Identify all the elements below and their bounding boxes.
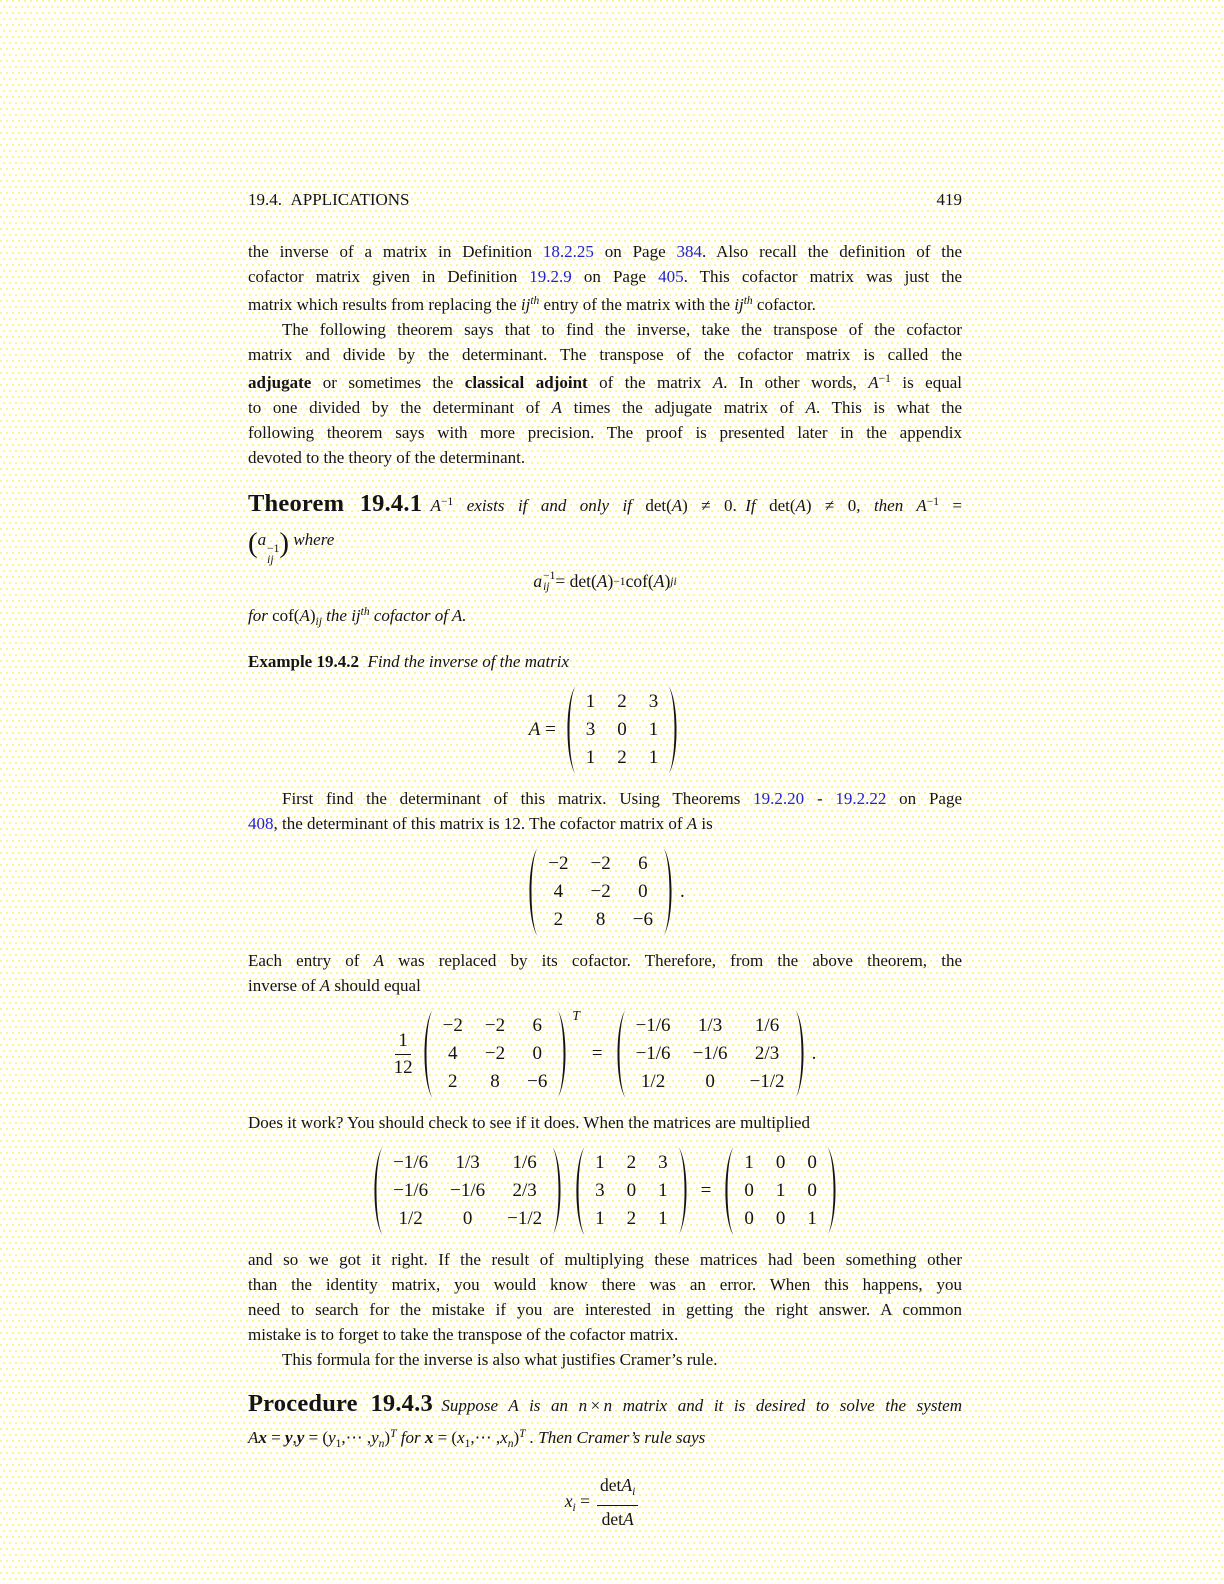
matrix-cell: 1 bbox=[775, 1180, 786, 1201]
text-run: cofactor. bbox=[752, 295, 816, 314]
text-run: th bbox=[530, 295, 540, 307]
text-run: times the adjugate matrix of bbox=[561, 398, 806, 417]
trailing-period: . bbox=[679, 881, 685, 902]
matrix bbox=[370, 1145, 565, 1237]
text-run: n matrix and it is desired to solve the system bbox=[603, 1396, 963, 1415]
text-line bbox=[248, 1247, 962, 1272]
theorem-line3 bbox=[248, 600, 962, 635]
matrix-cell: −6 bbox=[632, 909, 653, 930]
text-line bbox=[248, 1322, 962, 1347]
matrix-A-lhs bbox=[529, 719, 556, 741]
text-run: A bbox=[299, 606, 310, 625]
text-run: ) bbox=[513, 1428, 520, 1447]
text-run: matrix and divide by the determinant. The transpose of the cofactor matrix is called the bbox=[248, 345, 962, 364]
ref-link[interactable]: 19.2.9 bbox=[529, 267, 572, 286]
matrix-grid bbox=[627, 1012, 794, 1096]
text-run: ,⋯ , bbox=[341, 1428, 372, 1447]
text-line bbox=[248, 317, 962, 342]
script-stack bbox=[543, 571, 555, 592]
transpose-superscript: T bbox=[572, 1008, 580, 1023]
text-run: entry of the matrix with the bbox=[539, 295, 735, 314]
theorem-equation bbox=[248, 571, 962, 592]
text-run: = bbox=[540, 719, 556, 740]
matrix-cell: 8 bbox=[490, 1071, 500, 1092]
text-run: A bbox=[596, 571, 608, 591]
script-text: ij bbox=[267, 553, 274, 566]
text-run: x bbox=[424, 1428, 434, 1447]
text-run: −1 bbox=[926, 496, 939, 508]
matrix-cell: 2 bbox=[448, 1071, 458, 1092]
matrix-cell: 1 bbox=[658, 1208, 668, 1229]
text-run: A bbox=[373, 951, 384, 970]
script-text: −1 bbox=[543, 570, 556, 582]
matrix-cell: 0 bbox=[807, 1152, 817, 1173]
text-run: a bbox=[533, 571, 543, 591]
text-run: for bbox=[396, 1428, 425, 1447]
text-run: y bbox=[284, 1428, 293, 1447]
text-run: mistake is to forget to take the transpose of the cofactor matrix. bbox=[248, 1325, 679, 1344]
text-run: 1 bbox=[464, 1438, 471, 1450]
matrix-cell: 0 bbox=[807, 1180, 817, 1201]
ref-link[interactable]: 19.2.22 bbox=[835, 789, 887, 808]
text-run: on Page bbox=[571, 267, 659, 286]
text-run: −1 bbox=[878, 373, 891, 385]
page-header bbox=[248, 189, 962, 211]
matrix-cell: −2 bbox=[590, 881, 611, 902]
paragraph-intro bbox=[248, 239, 962, 317]
matrix-cell: 1 bbox=[807, 1208, 817, 1229]
equals-sign: = bbox=[700, 1180, 712, 1201]
matrix-cell: −1/6 bbox=[393, 1180, 429, 1201]
matrix-cell: 2 bbox=[617, 747, 627, 768]
text-run: where bbox=[289, 530, 335, 549]
text-run: n bbox=[507, 1438, 514, 1450]
theorem-block bbox=[248, 486, 962, 635]
text-run: det bbox=[601, 1509, 623, 1529]
text-line bbox=[248, 1347, 962, 1372]
script-text: ij bbox=[543, 580, 550, 593]
cramers-rule-equation bbox=[248, 1475, 962, 1529]
matrix-cell: 0 bbox=[744, 1180, 754, 1201]
section-heading: 19.4. APPLICATIONS bbox=[248, 190, 410, 209]
text-run: If bbox=[736, 496, 770, 515]
text-run: Each entry of bbox=[248, 951, 374, 970]
ref-link[interactable]: 18.2.25 bbox=[542, 242, 594, 261]
text-run: A bbox=[319, 976, 331, 995]
text-run: ij bbox=[520, 295, 531, 314]
matrix-cell: −2 bbox=[484, 1043, 506, 1064]
fraction-numerator: 1 bbox=[395, 1031, 411, 1055]
ref-link[interactable]: 384 bbox=[676, 242, 702, 261]
procedure-block bbox=[248, 1388, 962, 1457]
text-run: Procedure 19.4.3 bbox=[248, 1390, 433, 1417]
matrix-cell: 3 bbox=[585, 719, 596, 740]
matrix-cell: 1/6 bbox=[512, 1152, 537, 1173]
text-line bbox=[248, 264, 962, 289]
text-run: The following theorem says that to find the inverse, take the transpose of the cofactor bbox=[282, 320, 962, 339]
matrix-cell: 0 bbox=[617, 719, 627, 740]
matrix bbox=[420, 1008, 571, 1100]
text-run: should equal bbox=[330, 976, 421, 995]
matrix-cell: 4 bbox=[553, 881, 564, 902]
text-run: cof( bbox=[625, 571, 654, 591]
matrix-cell: −6 bbox=[527, 1071, 548, 1092]
text-run: A bbox=[712, 373, 724, 392]
text-run: need to search for the mistake if you are interested in getting the right answer. A common bbox=[248, 1300, 962, 1319]
text-run: is equal bbox=[890, 373, 962, 392]
matrix-cell: 1 bbox=[595, 1208, 605, 1229]
matrix-cell: 1 bbox=[658, 1180, 668, 1201]
text-run: inverse of bbox=[248, 976, 320, 995]
left-paren bbox=[370, 1145, 384, 1237]
matrix-cell: 2 bbox=[553, 909, 564, 930]
left-paren bbox=[420, 1008, 434, 1100]
text-line bbox=[248, 420, 962, 445]
cramer-lhs bbox=[565, 1491, 590, 1514]
matrix-cell: 0 bbox=[705, 1071, 715, 1092]
text-run: following theorem says with more precision. The proof is presented later in the appendix bbox=[248, 423, 962, 442]
matrix-cell: 0 bbox=[744, 1208, 754, 1229]
matrix-cell: 1/2 bbox=[398, 1208, 423, 1229]
text-run: A bbox=[671, 496, 683, 515]
text-line bbox=[248, 786, 962, 811]
matrix bbox=[572, 1145, 691, 1237]
text-run: A bbox=[551, 398, 562, 417]
text-run: y bbox=[371, 1428, 379, 1447]
text-run: the inverse of a matrix in Definition bbox=[248, 242, 543, 261]
matrix-cell: −1/6 bbox=[450, 1180, 486, 1201]
matrix-cell: 2 bbox=[626, 1152, 637, 1173]
text-run: cof( bbox=[272, 606, 300, 625]
text-run: , bbox=[292, 1428, 297, 1447]
text-run: was replaced by its cofactor. Therefore, from the above theorem, the bbox=[383, 951, 962, 970]
left-paren bbox=[572, 1145, 586, 1237]
document-page bbox=[248, 0, 962, 1539]
matrix-cell: 6 bbox=[638, 853, 648, 874]
inverse-equation-display bbox=[248, 1008, 962, 1100]
text-run: x bbox=[500, 1428, 508, 1447]
text-run: y bbox=[328, 1428, 336, 1447]
matrix-cell: 1 bbox=[585, 691, 596, 712]
text-run: This formula for the inverse is also what justifies Cramer’s rule. bbox=[282, 1350, 718, 1369]
script-stack bbox=[267, 544, 279, 565]
paragraph-determinant bbox=[248, 786, 962, 836]
matrix-cell: 6 bbox=[532, 1015, 542, 1036]
text-run: x bbox=[564, 1490, 573, 1511]
text-run: cofactor matrix given in Definition bbox=[248, 267, 530, 286]
matrix-cell: 0 bbox=[775, 1152, 786, 1173]
text-line bbox=[248, 342, 962, 367]
text-run: . In other words, bbox=[723, 373, 869, 392]
procedure-line2 bbox=[248, 1422, 962, 1457]
right-paren bbox=[667, 684, 681, 776]
text-line bbox=[248, 948, 962, 973]
matrix-cell: 2/3 bbox=[512, 1180, 537, 1201]
verification-display bbox=[248, 1145, 962, 1237]
text-run: to one divided by the determinant of bbox=[248, 398, 552, 417]
trailing-period: . bbox=[811, 1043, 817, 1064]
text-run: det bbox=[599, 1475, 622, 1495]
example-heading bbox=[248, 649, 962, 674]
matrix-cell: 1/6 bbox=[754, 1015, 780, 1036]
matrix-cell: −1/6 bbox=[692, 1043, 728, 1064]
text-run: a bbox=[257, 530, 267, 549]
ref-link[interactable]: 408 bbox=[248, 814, 274, 833]
matrix-cell: −1/6 bbox=[635, 1043, 671, 1064]
matrix-grid bbox=[577, 688, 668, 772]
matrix-cell: 1 bbox=[585, 747, 596, 768]
cofactor-matrix-display bbox=[248, 846, 962, 938]
matrix-cell: 1/3 bbox=[455, 1152, 480, 1173]
matrix-cell: 2/3 bbox=[754, 1043, 780, 1064]
text-run: i bbox=[632, 1486, 636, 1498]
matrix bbox=[613, 1008, 808, 1100]
text-run: than the identity matrix, you would know there was an error. When this happens, you bbox=[248, 1275, 962, 1294]
text-line bbox=[248, 1272, 962, 1297]
text-run: Find the inverse of the matrix bbox=[358, 652, 570, 671]
text-line bbox=[248, 367, 962, 395]
text-run: T bbox=[519, 1428, 526, 1440]
text-run: classical adjoint bbox=[464, 373, 588, 392]
matrix-cell: 2 bbox=[617, 691, 627, 712]
text-run: x bbox=[457, 1428, 465, 1447]
text-run: cofactor of A. bbox=[369, 606, 467, 625]
matrix-cell: −2 bbox=[442, 1015, 463, 1036]
text-run: A bbox=[621, 1475, 633, 1495]
text-run: of the matrix bbox=[587, 373, 713, 392]
fraction-denominator: 12 bbox=[393, 1056, 413, 1078]
matrix-cell: 1/3 bbox=[697, 1015, 723, 1036]
paragraph-does-it-work bbox=[248, 1110, 962, 1135]
left-paren bbox=[525, 846, 539, 938]
text-line bbox=[248, 1110, 962, 1135]
text-run: - bbox=[804, 789, 836, 808]
matrix-cell: −1/6 bbox=[635, 1015, 671, 1036]
ref-link[interactable]: 405 bbox=[658, 267, 684, 286]
right-paren bbox=[662, 846, 676, 938]
matrix-cell: −1/2 bbox=[507, 1208, 543, 1229]
text-run: −1 bbox=[441, 496, 454, 508]
matrix bbox=[721, 1145, 840, 1237]
text-run: matrix which results from replacing the bbox=[248, 295, 521, 314]
matrix-cell: −2 bbox=[590, 853, 611, 874]
text-run: ) bbox=[309, 606, 316, 625]
left-paren bbox=[613, 1008, 627, 1100]
text-run: ) ≠ 0. bbox=[682, 496, 737, 515]
text-run: Suppose A is an n bbox=[432, 1396, 588, 1415]
text-run: 1 bbox=[335, 1438, 342, 1450]
right-paren bbox=[556, 1008, 570, 1100]
text-run: . Also recall the definition of the bbox=[702, 242, 963, 261]
text-run: and so we got it right. If the result of multiplying these matrices had been something other bbox=[248, 1250, 962, 1269]
text-line bbox=[248, 239, 962, 264]
text-run: , the determinant of this matrix is 12. The cofactor matrix of bbox=[273, 814, 687, 833]
equals-sign: = bbox=[591, 1043, 603, 1064]
text-run: n bbox=[378, 1438, 385, 1450]
text-run: , then A bbox=[856, 496, 927, 515]
text-run: A bbox=[795, 496, 806, 515]
matrix-cell: 1 bbox=[648, 719, 659, 740]
fraction-one-twelfth bbox=[394, 1031, 413, 1078]
cramer-fraction bbox=[597, 1475, 638, 1529]
paragraph-cramers-justify bbox=[248, 1347, 962, 1372]
matrix-cell: 1 bbox=[744, 1152, 754, 1173]
fraction-numerator bbox=[597, 1475, 638, 1506]
text-run: x bbox=[258, 1428, 267, 1447]
paragraph-got-it-right bbox=[248, 1247, 962, 1347]
matrix-cell: 0 bbox=[626, 1180, 637, 1201]
text-line bbox=[248, 445, 962, 470]
right-paren bbox=[794, 1008, 808, 1100]
matrix-grid bbox=[735, 1149, 826, 1233]
text-run: = bbox=[939, 496, 963, 515]
text-run: for bbox=[248, 606, 273, 625]
matrix-cell: 3 bbox=[658, 1152, 668, 1173]
text-run: ij bbox=[734, 295, 744, 314]
right-paren bbox=[551, 1145, 565, 1237]
right-paren bbox=[826, 1145, 840, 1237]
text-run: ,⋯ , bbox=[470, 1428, 501, 1447]
text-run: devoted to the theory of the determinant. bbox=[248, 448, 526, 467]
left-paren bbox=[721, 1145, 735, 1237]
matrix-grid bbox=[586, 1149, 677, 1233]
text-line bbox=[248, 811, 962, 836]
text-run: exists if and only if bbox=[453, 496, 646, 515]
text-run: = det( bbox=[555, 571, 597, 591]
text-run: = bbox=[575, 1490, 590, 1511]
text-run: y bbox=[296, 1428, 305, 1447]
matrix-cell: 3 bbox=[595, 1180, 605, 1201]
text-run: . Then Cramer’s rule says bbox=[525, 1428, 706, 1447]
text-run: is bbox=[697, 814, 713, 833]
text-run: ) bbox=[279, 527, 290, 559]
text-run: A bbox=[248, 1428, 259, 1447]
text-run: ( bbox=[248, 527, 258, 559]
text-run: Example 19.4.2 bbox=[248, 652, 359, 671]
text-run: A bbox=[805, 398, 817, 417]
text-run: Theorem 19.4.1 bbox=[248, 490, 423, 517]
text-line bbox=[248, 395, 962, 420]
text-run: First find the determinant of this matrix. Using Theorems bbox=[282, 789, 754, 808]
matrix-cell: 0 bbox=[462, 1208, 473, 1229]
matrix-grid bbox=[434, 1012, 557, 1096]
text-run: ij bbox=[315, 616, 322, 628]
text-run: . This cofactor matrix was just the bbox=[683, 267, 962, 286]
matrix-cell: 0 bbox=[532, 1043, 542, 1064]
text-run: −1 bbox=[613, 575, 626, 588]
matrix-cell: 0 bbox=[638, 881, 648, 902]
text-line bbox=[248, 1297, 962, 1322]
text-line bbox=[248, 289, 962, 317]
text-run: × bbox=[587, 1396, 604, 1415]
matrix-cell: −2 bbox=[484, 1015, 506, 1036]
matrix-A-display bbox=[248, 684, 962, 776]
theorem-line2 bbox=[248, 522, 962, 565]
text-run: det( bbox=[769, 496, 796, 515]
text-run: ) ≠ 0 bbox=[805, 496, 857, 515]
ref-link[interactable]: 19.2.20 bbox=[753, 789, 805, 808]
text-run: ) bbox=[607, 571, 614, 591]
matrix-grid bbox=[384, 1149, 551, 1233]
text-run: = bbox=[266, 1428, 285, 1447]
matrix-cell: 8 bbox=[595, 909, 606, 930]
matrix-cell: −2 bbox=[548, 853, 569, 874]
text-line bbox=[248, 973, 962, 998]
text-run: A bbox=[622, 1509, 634, 1529]
right-paren bbox=[677, 1145, 691, 1237]
text-run: ) bbox=[384, 1428, 391, 1447]
text-run: i bbox=[572, 1501, 576, 1514]
text-run: A bbox=[653, 571, 665, 591]
matrix bbox=[525, 846, 676, 938]
text-run: th bbox=[360, 606, 370, 618]
matrix-cell: 0 bbox=[775, 1208, 786, 1229]
script-text: −1 bbox=[267, 543, 280, 555]
matrix-cell: 4 bbox=[448, 1043, 458, 1064]
text-run: A bbox=[868, 373, 879, 392]
matrix-cell: −1/2 bbox=[749, 1071, 785, 1092]
text-run: A bbox=[528, 719, 541, 740]
theorem-heading-line bbox=[248, 486, 962, 522]
text-run: A bbox=[686, 814, 698, 833]
text-run: Does it work? You should check to see if it does. When the matrices are multiplied bbox=[248, 1113, 810, 1132]
text-run: = ( bbox=[433, 1428, 458, 1447]
matrix-cell: 3 bbox=[648, 691, 659, 712]
text-run: = ( bbox=[304, 1428, 329, 1447]
fraction-denominator bbox=[602, 1506, 634, 1529]
text-run: ) bbox=[664, 571, 671, 591]
matrix-cell: 1 bbox=[595, 1152, 605, 1173]
matrix-cell: 1 bbox=[648, 747, 659, 768]
text-run: adjugate bbox=[248, 373, 312, 392]
paragraph-cofactor-replaced bbox=[248, 948, 962, 998]
text-run: on Page bbox=[886, 789, 963, 808]
text-run: or sometimes the bbox=[311, 373, 465, 392]
text-run: T bbox=[390, 1428, 397, 1440]
text-run: on Page bbox=[593, 242, 677, 261]
text-run: det( bbox=[645, 496, 672, 515]
text-run: ji bbox=[670, 575, 677, 588]
matrix-grid bbox=[539, 850, 662, 934]
matrix-cell: 1/2 bbox=[640, 1071, 666, 1092]
text-run: the ij bbox=[321, 606, 361, 625]
paragraph-adjugate bbox=[248, 317, 962, 470]
matrix bbox=[563, 684, 682, 776]
left-paren bbox=[563, 684, 577, 776]
page-number: 419 bbox=[936, 190, 962, 209]
procedure-heading-line bbox=[248, 1388, 962, 1422]
matrix-cell: −1/6 bbox=[393, 1152, 429, 1173]
matrix-cell: 2 bbox=[626, 1208, 637, 1229]
text-run: . This is what the bbox=[816, 398, 962, 417]
text-run: A bbox=[422, 496, 442, 515]
text-run: th bbox=[743, 295, 753, 307]
